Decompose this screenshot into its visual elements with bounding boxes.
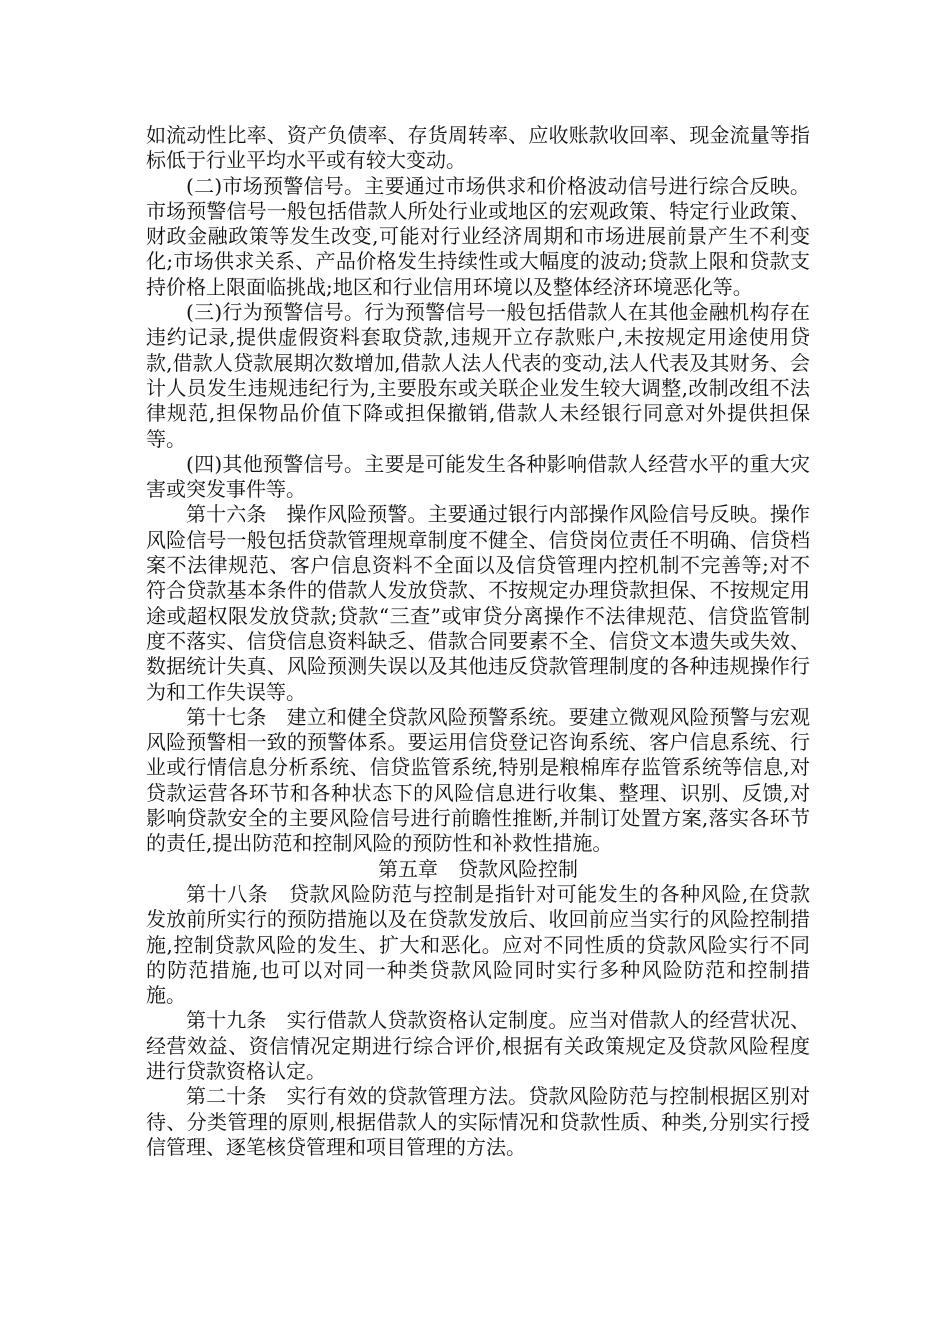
paragraph-article-20: 第二十条 实行有效的贷款管理方法。贷款风险防范与控制根据区别对待、分类管理的原则,根据借款人的实际情况和贷款性质、种类,分别实行授信管理、逐笔核贷管理和项目管理的方法。: [146, 1084, 810, 1159]
paragraph-other-warning: (四)其他预警信号。主要是可能发生各种影响借款人经营水平的重大灾害或突发事件等。: [146, 451, 810, 502]
paragraph-market-warning: (二)市场预警信号。主要通过市场供求和价格波动信号进行综合反映。市场预警信号一般包括借款人所处行业或地区的宏观政策、特定行业政策、财政金融政策等发生改变,可能对行业经济周期和市场进展前景产生不利变化;市场供求关系、产品价格发生持续性或大幅度的波动;贷款上限和贷款支持价格上限面临挑战;地区和行业信用环境以及整体经济环境恶化等。: [146, 173, 810, 299]
paragraph-article-18: 第十八条 贷款风险防范与控制是指针对可能发生的各种风险,在贷款发放前所实行的预防措施以及在贷款发放后、收回前应当实行的风险控制措施,控制贷款风险的发生、扩大和恶化。应对不同性质的贷款风险实行不同的防范措施,也可以对同一种类贷款风险同时实行多种风险防范和控制措施。: [146, 881, 810, 1008]
paragraph-behavior-warning: (三)行为预警信号。行为预警信号一般包括借款人在其他金融机构存在违约记录,提供虚假资料套取贷款,违规开立存款账户,未按规定用途使用贷款,借款人贷款展期次数增加,借款人法人代表的变动,法人代表及其财务、会计人员发生违规违纪行为,主要股东或关联企业发生较大调整,改制改组不法律规范,担保物品价值下降或担保撤销,借款人未经银行同意对外提供担保等。: [146, 300, 810, 451]
paragraph-article-19: 第十九条 实行借款人贷款资格认定制度。应当对借款人的经营状况、经营效益、资信情况定期进行综合评价,根据有关政策规定及贷款风险程度进行贷款资格认定。: [146, 1008, 810, 1083]
paragraph-continuation: 如流动性比率、资产负债率、存货周转率、应收账款收回率、现金流量等指标低于行业平均水平或有较大变动。: [146, 123, 810, 173]
paragraph-article-16: 第十六条 操作风险预警。主要通过银行内部操作风险信号反映。操作风险信号一般包括贷款管理规章制度不健全、信贷岗位责任不明确、信贷档案不法律规范、客户信息资料不全面以及信贷管理内控机制不完善等;对不符合贷款基本条件的借款人发放贷款、不按规定办理贷款担保、不按规定用途或超权限发放贷款;贷款“三查”或审贷分离操作不法律规范、信贷监管制度不落实、信贷信息资料缺乏、借款合同要素不全、信贷文本遗失或失效、数据统计失真、风险预测失误以及其他违反贷款管理制度的各种违规操作行为和工作失误等。: [146, 502, 810, 704]
document-body: [146, 123, 810, 1160]
chapter-heading: 第五章 贷款风险控制: [378, 856, 578, 881]
paragraph-article-17: 第十七条 建立和健全贷款风险预警系统。要建立微观风险预警与宏观风险预警相一致的预警体系。要运用信贷登记咨询系统、客户信息系统、行业或行情信息分析系统、信贷监管系统,特别是粮棉库存监管系统等信息,对贷款运营各环节和各种状态下的风险信息进行收集、整理、识别、反馈,对影响贷款安全的主要风险信号进行前瞻性推断,并制订处置方案,落实各环节的责任,提出防范和控制风险的预防性和补救性措施。: [146, 704, 810, 856]
